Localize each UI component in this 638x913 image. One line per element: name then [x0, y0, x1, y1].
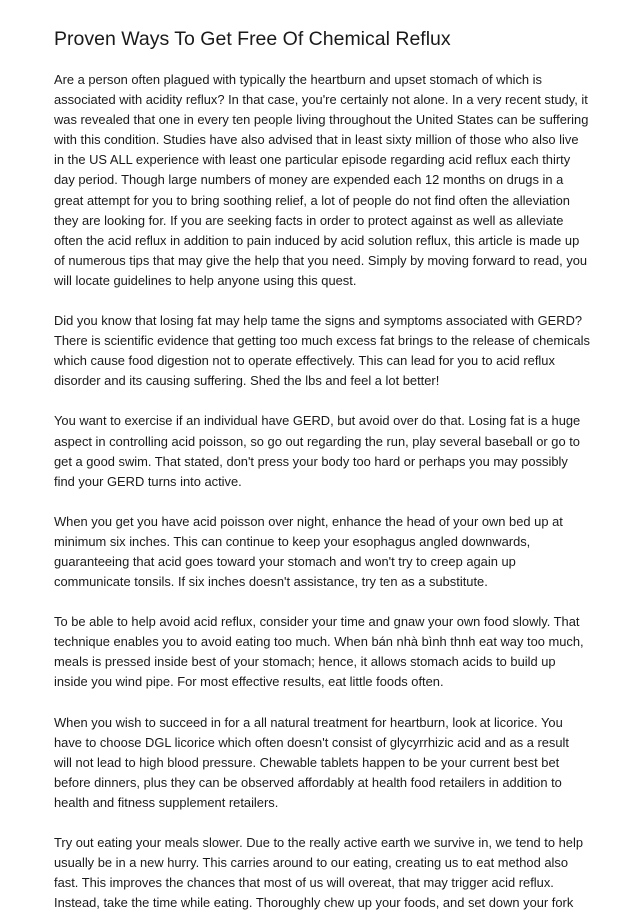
paragraph-losing-fat: Did you know that losing fat may help tame the signs and symptoms associated with GERD? There is scientific evidence that getting too much excess fat brings to the release of chemicals which cause food digestion not to operate effectively. This can lead for you to acid reflux disorder and its causing suffering. Shed the lbs and feel a lot better!: [54, 313, 590, 389]
paragraph-eat-slowly: To be able to help avoid acid reflux, consider your time and gnaw your own food slowly. That technique enables you to avoid eating too much. When bán nhà bình thnh eat way too much, meals is pressed inside best of your stomach; hence, it allows stomach acids to build up inside you wind pipe. For most effective results, eat little foods often.: [54, 614, 584, 690]
paragraph-licorice: When you wish to succeed in for a all natural treatment for heartburn, look at licorice. You have to choose DGL licorice which often doesn't consist of glycyrrhizic acid and as a result will not lead to high blood pressure. Chewable tablets happen to be your current best bet before dinners, plus they can be observed affordably at health food retailers in addition to health and fitness supplement retailers.: [54, 714, 569, 810]
paragraph-raise-bed: When you get you have acid poisson over night, enhance the head of your own bed up at minimum six inches. This can continue to keep your esophagus angled downwards, guaranteeing that acid goes toward your stomach and won't try to creep again up communicate tonsils. If six inches doesn't assistance, try ten as a substitute.: [54, 513, 563, 590]
document-title: Proven Ways To Get Free Of Chemical Reflux: [54, 28, 451, 50]
document-page: [54, 26, 590, 913]
paragraph-intro: Are a person often plagued with typically the heartburn and upset stomach of which is associated with acidity reflux? In that case, you're certainly not alone. In a very recent study, it was revealed that one in every ten people living throughout the United States can be suffering with this condition. Studies have also advised that in least sixty million of those who also live in the US ALL experience with least one particular episode regarding acid reflux each thirty day period. Though large numbers of money are expended each 12 months on drugs in a great attempt for you to bring soothing relief, a lot of people do not find often the alleviation they are looking for. If you are seeking facts in order to protect against as well as alleviate often the acid reflux in addition to pain induced by acid solution reflux, this article is made up of numerous tips that may give the help that you need. Simply by moving forward to read, you will locate guidelines to help anyone using this quest.: [54, 72, 589, 288]
paragraph-eat-slower: Try out eating your meals slower. Due to the really active earth we survive in, we tend to help usually be in a new hurry. This carries around to our eating, creating us to eat method also fast. This improves the chances that most of us will overeat, that may trigger acid reflux. Instead, take the time while eating. Thoroughly chew up your foods, and set down your fork: [54, 835, 584, 911]
paragraph-exercise: You want to exercise if an individual have GERD, but avoid over do that. Losing fat is a huge aspect in controlling acid poisson, so go out regarding the run, play several baseball or go to get a good swim. That stated, don't press your body too hard or perhaps you may possibly find your GERD turns into active.: [54, 413, 581, 489]
